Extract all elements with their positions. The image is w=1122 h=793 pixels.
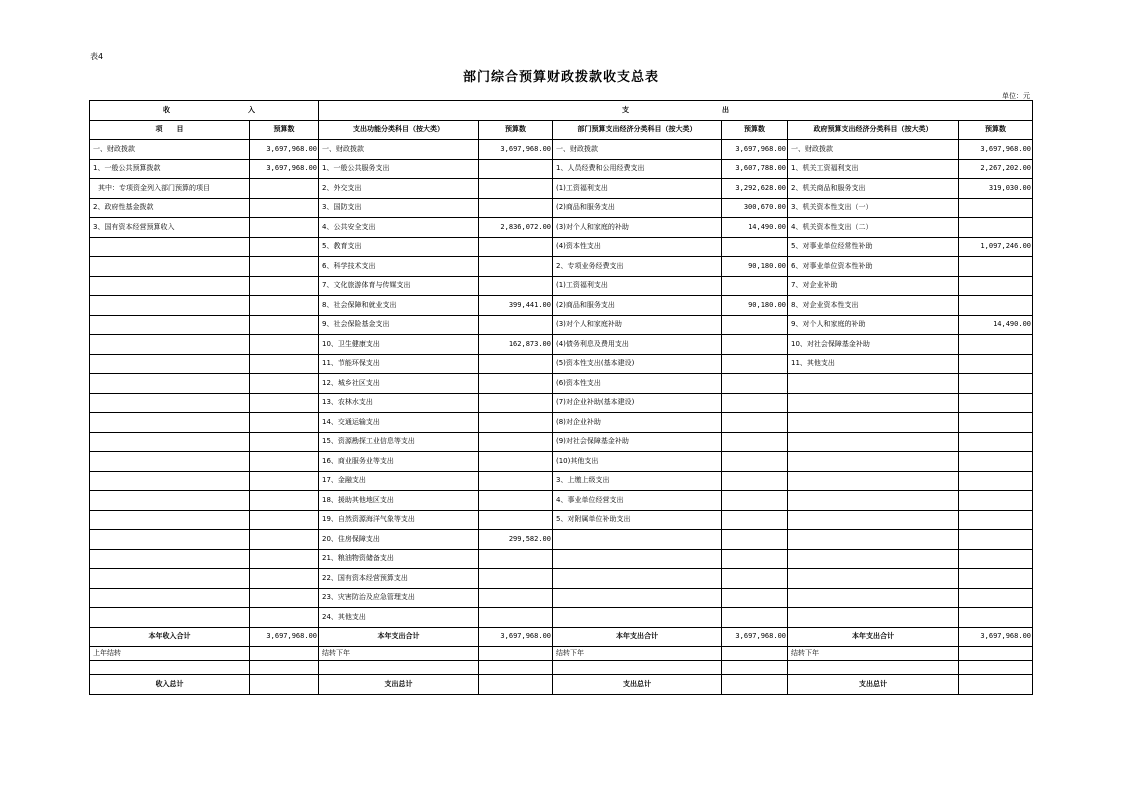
income-header-left: 收 <box>163 105 170 114</box>
gov-econ-item: 1、机关工资福利支出 <box>788 159 959 179</box>
function-item: 17、金融支出 <box>319 471 479 491</box>
empty-cell <box>959 661 1033 675</box>
income-item <box>90 510 250 530</box>
dept-econ-item: (2)商品和服务支出 <box>553 296 722 316</box>
dept-econ-item: 支出总计 <box>553 675 722 695</box>
income-item <box>90 569 250 589</box>
dept-econ-item: (10)其他支出 <box>553 452 722 472</box>
function-item: 13、农林水支出 <box>319 393 479 413</box>
expense-header-right: 出 <box>722 105 729 114</box>
function-amount <box>479 413 553 433</box>
gov-econ-item: 8、对企业资本性支出 <box>788 296 959 316</box>
function-amount <box>479 471 553 491</box>
gov-econ-item: 7、对企业补助 <box>788 276 959 296</box>
dept-econ-item: (1)工资福利支出 <box>553 276 722 296</box>
gov-econ-item <box>788 413 959 433</box>
gov-econ-amount: 3,697,968.00 <box>959 627 1033 647</box>
table-row <box>90 413 1033 433</box>
gov-econ-amount <box>959 549 1033 569</box>
dept-econ-item: (8)对企业补助 <box>553 413 722 433</box>
gov-econ-item: 3、机关资本性支出（一） <box>788 198 959 218</box>
income-amount: 3,697,968.00 <box>250 627 319 647</box>
dept-econ-amount <box>722 432 788 452</box>
function-item: 结转下年 <box>319 647 479 661</box>
gov-econ-item: 2、机关商品和服务支出 <box>788 179 959 199</box>
table-row <box>90 354 1033 374</box>
income-amount: 3,697,968.00 <box>250 159 319 179</box>
income-amount <box>250 237 319 257</box>
dept-econ-amount <box>722 588 788 608</box>
spacer-row <box>90 661 1033 675</box>
gov-econ-item: 一、财政拨款 <box>788 140 959 160</box>
gov-econ-item: 5、对事业单位经常性补助 <box>788 237 959 257</box>
gov-econ-item <box>788 608 959 628</box>
gov-econ-item: 10、对社会保障基金补助 <box>788 335 959 355</box>
income-item <box>90 491 250 511</box>
col-header-budget: 预算数 <box>722 120 788 140</box>
dept-econ-item: 结转下年 <box>553 647 722 661</box>
gov-econ-amount <box>959 647 1033 661</box>
function-amount <box>479 179 553 199</box>
income-amount <box>250 179 319 199</box>
function-item: 一、财政拨款 <box>319 140 479 160</box>
table-row <box>90 393 1033 413</box>
income-amount <box>250 393 319 413</box>
income-item: 1、一般公共预算拨款 <box>90 159 250 179</box>
dept-econ-amount <box>722 276 788 296</box>
function-amount <box>479 452 553 472</box>
income-amount <box>250 675 319 695</box>
dept-econ-amount <box>722 335 788 355</box>
expense-header-left: 支 <box>622 105 629 114</box>
function-item: 2、外交支出 <box>319 179 479 199</box>
gov-econ-amount: 1,097,246.00 <box>959 237 1033 257</box>
dept-econ-amount: 300,670.00 <box>722 198 788 218</box>
dept-econ-item: 1、人员经费和公用经费支出 <box>553 159 722 179</box>
income-amount <box>250 276 319 296</box>
table-row <box>90 237 1033 257</box>
dept-econ-amount: 3,697,968.00 <box>722 627 788 647</box>
gov-econ-item <box>788 393 959 413</box>
dept-econ-amount <box>722 647 788 661</box>
gov-econ-item <box>788 432 959 452</box>
dept-econ-amount: 3,607,788.00 <box>722 159 788 179</box>
gov-econ-amount <box>959 452 1033 472</box>
function-amount <box>479 510 553 530</box>
income-item <box>90 452 250 472</box>
dept-econ-item: (4)债务利息及费用支出 <box>553 335 722 355</box>
gov-econ-amount <box>959 374 1033 394</box>
col-header-budget: 预算数 <box>250 120 319 140</box>
table-row <box>90 510 1033 530</box>
gov-econ-item: 支出总计 <box>788 675 959 695</box>
function-amount <box>479 159 553 179</box>
dept-econ-item: 本年支出合计 <box>553 627 722 647</box>
empty-cell <box>319 661 479 675</box>
empty-cell <box>722 661 788 675</box>
income-item: 收入总计 <box>90 675 250 695</box>
gov-econ-amount <box>959 471 1033 491</box>
dept-econ-amount <box>722 354 788 374</box>
function-amount <box>479 393 553 413</box>
income-item <box>90 608 250 628</box>
gov-econ-item <box>788 452 959 472</box>
dept-econ-amount: 90,180.00 <box>722 296 788 316</box>
income-item <box>90 471 250 491</box>
table-row <box>90 218 1033 238</box>
function-item: 21、粮油物资储备支出 <box>319 549 479 569</box>
gov-econ-amount: 2,267,202.00 <box>959 159 1033 179</box>
income-section-header <box>90 101 319 121</box>
income-item <box>90 413 250 433</box>
income-amount <box>250 374 319 394</box>
income-amount <box>250 432 319 452</box>
function-amount: 162,873.00 <box>479 335 553 355</box>
function-item: 24、其他支出 <box>319 608 479 628</box>
dept-econ-item: 2、专项业务经费支出 <box>553 257 722 277</box>
gov-econ-amount <box>959 608 1033 628</box>
income-item <box>90 315 250 335</box>
total-row <box>90 627 1033 647</box>
function-amount <box>479 198 553 218</box>
income-amount <box>250 491 319 511</box>
function-item: 19、自然资源海洋气象等支出 <box>319 510 479 530</box>
table-row <box>90 198 1033 218</box>
col-header-gov-econ: 政府预算支出经济分类科目（按大类） <box>788 120 959 140</box>
dept-econ-amount <box>722 452 788 472</box>
dept-econ-item <box>553 530 722 550</box>
gov-econ-amount <box>959 393 1033 413</box>
dept-econ-amount: 3,697,968.00 <box>722 140 788 160</box>
function-item: 4、公共安全支出 <box>319 218 479 238</box>
gov-econ-amount: 319,030.00 <box>959 179 1033 199</box>
income-item: 本年收入合计 <box>90 627 250 647</box>
dept-econ-item: 4、事业单位经营支出 <box>553 491 722 511</box>
dept-econ-item: 3、上缴上级支出 <box>553 471 722 491</box>
gov-econ-amount: 3,697,968.00 <box>959 140 1033 160</box>
gov-econ-item: 6、对事业单位资本性补助 <box>788 257 959 277</box>
income-amount <box>250 315 319 335</box>
gov-econ-item: 9、对个人和家庭的补助 <box>788 315 959 335</box>
expense-section-header <box>319 101 1033 121</box>
table-row <box>90 608 1033 628</box>
dept-econ-item <box>553 608 722 628</box>
function-amount <box>479 257 553 277</box>
dept-econ-item: 5、对附属单位补助支出 <box>553 510 722 530</box>
function-item: 22、国有资本经营预算支出 <box>319 569 479 589</box>
function-amount <box>479 569 553 589</box>
function-item: 5、教育支出 <box>319 237 479 257</box>
function-item: 支出总计 <box>319 675 479 695</box>
income-item <box>90 237 250 257</box>
table-row <box>90 335 1033 355</box>
income-amount <box>250 471 319 491</box>
function-item: 8、社会保障和就业支出 <box>319 296 479 316</box>
gov-econ-amount <box>959 569 1033 589</box>
dept-econ-item: (5)资本性支出(基本建设) <box>553 354 722 374</box>
dept-econ-amount <box>722 237 788 257</box>
income-item: 一、财政拨款 <box>90 140 250 160</box>
income-item <box>90 588 250 608</box>
dept-econ-amount <box>722 491 788 511</box>
income-item <box>90 257 250 277</box>
carry-row <box>90 647 1033 661</box>
col-header-item: 项 目 <box>90 120 250 140</box>
empty-cell <box>479 661 553 675</box>
function-item: 7、文化旅游体育与传媒支出 <box>319 276 479 296</box>
empty-cell <box>90 661 250 675</box>
gov-econ-amount <box>959 198 1033 218</box>
gov-econ-amount <box>959 354 1033 374</box>
dept-econ-item: (2)商品和服务支出 <box>553 198 722 218</box>
income-amount <box>250 413 319 433</box>
table-row <box>90 276 1033 296</box>
function-amount <box>479 491 553 511</box>
dept-econ-amount <box>722 675 788 695</box>
gov-econ-amount <box>959 432 1033 452</box>
gov-econ-item <box>788 471 959 491</box>
dept-econ-amount <box>722 413 788 433</box>
dept-econ-amount <box>722 510 788 530</box>
gov-econ-amount <box>959 276 1033 296</box>
income-amount <box>250 549 319 569</box>
gov-econ-item <box>788 569 959 589</box>
dept-econ-amount <box>722 530 788 550</box>
dept-econ-item <box>553 569 722 589</box>
table-row <box>90 452 1033 472</box>
income-amount <box>250 569 319 589</box>
dept-econ-item: (1)工资福利支出 <box>553 179 722 199</box>
function-amount <box>479 237 553 257</box>
income-amount <box>250 510 319 530</box>
function-item: 15、资源勘探工业信息等支出 <box>319 432 479 452</box>
table-row <box>90 530 1033 550</box>
function-amount: 399,441.00 <box>479 296 553 316</box>
dept-econ-amount <box>722 549 788 569</box>
gov-econ-amount <box>959 257 1033 277</box>
table-row <box>90 179 1033 199</box>
gov-econ-amount: 14,490.00 <box>959 315 1033 335</box>
function-amount <box>479 374 553 394</box>
income-item <box>90 335 250 355</box>
function-item: 10、卫生健康支出 <box>319 335 479 355</box>
table-row <box>90 549 1033 569</box>
dept-econ-amount <box>722 374 788 394</box>
table-row <box>90 296 1033 316</box>
function-amount <box>479 354 553 374</box>
gov-econ-amount <box>959 675 1033 695</box>
income-amount: 3,697,968.00 <box>250 140 319 160</box>
function-amount <box>479 675 553 695</box>
empty-cell <box>250 661 319 675</box>
table-row <box>90 569 1033 589</box>
dept-econ-amount <box>722 471 788 491</box>
function-item: 23、灾害防治及应急管理支出 <box>319 588 479 608</box>
income-amount <box>250 452 319 472</box>
function-item: 20、住房保障支出 <box>319 530 479 550</box>
function-item: 18、援助其他地区支出 <box>319 491 479 511</box>
income-amount <box>250 530 319 550</box>
page-title: 部门综合预算财政拨款收支总表 <box>462 70 659 85</box>
gov-econ-item: 本年支出合计 <box>788 627 959 647</box>
function-amount: 2,836,072.00 <box>479 218 553 238</box>
table-row <box>90 159 1033 179</box>
table-row <box>90 257 1033 277</box>
col-header-budget: 预算数 <box>479 120 553 140</box>
income-item: 其中：专项资金列入部门预算的项目 <box>90 179 250 199</box>
dept-econ-amount: 90,180.00 <box>722 257 788 277</box>
gov-econ-item: 11、其他支出 <box>788 354 959 374</box>
function-amount <box>479 276 553 296</box>
income-amount <box>250 296 319 316</box>
table-row <box>90 374 1033 394</box>
gov-econ-item <box>788 530 959 550</box>
dept-econ-item <box>553 588 722 608</box>
col-header-budget: 预算数 <box>959 120 1033 140</box>
empty-cell <box>553 661 722 675</box>
income-item: 上年结转 <box>90 647 250 661</box>
function-amount <box>479 588 553 608</box>
function-amount: 299,582.00 <box>479 530 553 550</box>
function-amount <box>479 315 553 335</box>
table-row <box>90 432 1033 452</box>
gov-econ-amount <box>959 588 1033 608</box>
table-row <box>90 140 1033 160</box>
gov-econ-amount <box>959 335 1033 355</box>
gov-econ-item <box>788 491 959 511</box>
dept-econ-item <box>553 549 722 569</box>
empty-cell <box>788 661 959 675</box>
income-amount <box>250 335 319 355</box>
grand-total-row <box>90 675 1033 695</box>
gov-econ-amount <box>959 530 1033 550</box>
dept-econ-amount: 3,292,628.00 <box>722 179 788 199</box>
income-item: 2、政府性基金拨款 <box>90 198 250 218</box>
income-amount <box>250 198 319 218</box>
income-item <box>90 354 250 374</box>
income-item <box>90 374 250 394</box>
function-item: 12、城乡社区支出 <box>319 374 479 394</box>
income-amount <box>250 647 319 661</box>
table-row <box>90 315 1033 335</box>
budget-table <box>89 100 1033 695</box>
table-row <box>90 588 1033 608</box>
income-item <box>90 276 250 296</box>
income-header-right: 入 <box>248 105 255 114</box>
dept-econ-amount <box>722 315 788 335</box>
function-amount: 3,697,968.00 <box>479 627 553 647</box>
function-item: 16、商业服务业等支出 <box>319 452 479 472</box>
gov-econ-item <box>788 549 959 569</box>
dept-econ-amount <box>722 569 788 589</box>
income-item <box>90 530 250 550</box>
table-row <box>90 491 1033 511</box>
function-item: 9、社会保险基金支出 <box>319 315 479 335</box>
dept-econ-amount: 14,490.00 <box>722 218 788 238</box>
income-item <box>90 432 250 452</box>
income-amount <box>250 218 319 238</box>
income-item <box>90 296 250 316</box>
col-header-dept-econ: 部门预算支出经济分类科目（按大类） <box>553 120 722 140</box>
gov-econ-item <box>788 374 959 394</box>
income-amount <box>250 354 319 374</box>
income-item <box>90 549 250 569</box>
gov-econ-amount <box>959 413 1033 433</box>
col-header-function: 支出功能分类科目（按大类） <box>319 120 479 140</box>
function-amount <box>479 608 553 628</box>
function-item: 本年支出合计 <box>319 627 479 647</box>
function-item: 3、国防支出 <box>319 198 479 218</box>
income-item: 3、国有资本经营预算收入 <box>90 218 250 238</box>
function-item: 1、一般公共服务支出 <box>319 159 479 179</box>
income-amount <box>250 608 319 628</box>
gov-econ-item: 4、机关资本性支出（二） <box>788 218 959 238</box>
gov-econ-amount <box>959 296 1033 316</box>
gov-econ-amount <box>959 510 1033 530</box>
dept-econ-item: (4)资本性支出 <box>553 237 722 257</box>
dept-econ-item: (6)资本性支出 <box>553 374 722 394</box>
unit-label: 单位：元 <box>1002 92 1030 100</box>
function-amount <box>479 549 553 569</box>
section-header-row <box>90 101 1033 121</box>
function-item: 14、交通运输支出 <box>319 413 479 433</box>
function-amount <box>479 432 553 452</box>
dept-econ-item: (3)对个人和家庭的补助 <box>553 218 722 238</box>
function-amount <box>479 647 553 661</box>
income-amount <box>250 588 319 608</box>
dept-econ-amount <box>722 393 788 413</box>
function-item: 6、科学技术支出 <box>319 257 479 277</box>
dept-econ-item: (3)对个人和家庭补助 <box>553 315 722 335</box>
function-amount: 3,697,968.00 <box>479 140 553 160</box>
dept-econ-item: 一、财政拨款 <box>553 140 722 160</box>
gov-econ-item: 结转下年 <box>788 647 959 661</box>
dept-econ-item: (7)对企业补助(基本建设) <box>553 393 722 413</box>
dept-econ-amount <box>722 608 788 628</box>
income-item <box>90 393 250 413</box>
gov-econ-item <box>788 510 959 530</box>
dept-econ-item: (9)对社会保障基金补助 <box>553 432 722 452</box>
function-item: 11、节能环保支出 <box>319 354 479 374</box>
gov-econ-item <box>788 588 959 608</box>
column-header-row <box>90 120 1033 140</box>
table-row <box>90 471 1033 491</box>
form-code: 表4 <box>90 52 104 61</box>
gov-econ-amount <box>959 218 1033 238</box>
income-amount <box>250 257 319 277</box>
gov-econ-amount <box>959 491 1033 511</box>
